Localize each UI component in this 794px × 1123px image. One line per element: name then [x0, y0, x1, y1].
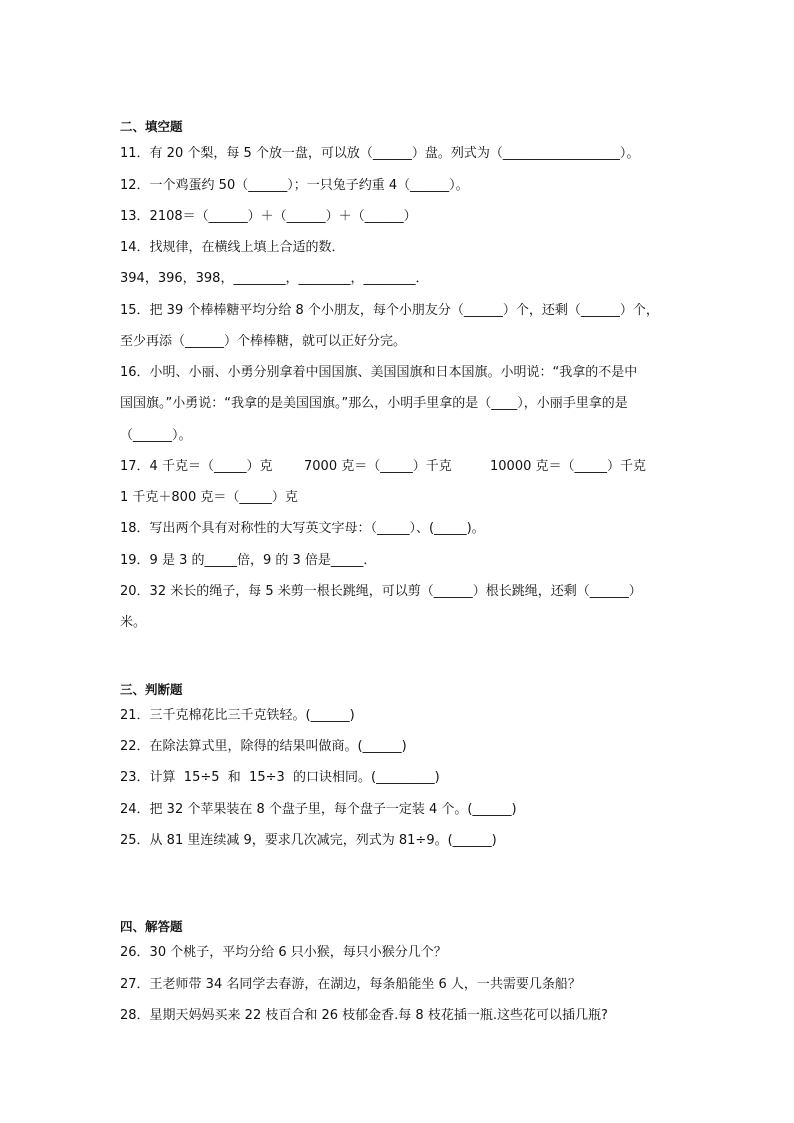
question-14: 14．找规律，在横线上填上合适的数．	[120, 240, 345, 255]
question-21: 21．三千克棉花比三千克铁轻。(______)	[120, 708, 355, 723]
question-26: 26．30 个桃子，平均分给 6 只小猴，每只小猴分几个？	[120, 945, 447, 960]
question-16-continued: 国国旗。”小勇说：“我拿的是美国国旗。”那么，小明手里拿的是（____），小丽手里拿的是	[120, 396, 628, 411]
section-heading-true-false: 三、判断题	[120, 682, 183, 697]
question-19: 19．9 是 3 的_____倍，9 的 3 倍是_____．	[120, 553, 377, 568]
section-heading-word-problems: 四、解答题	[120, 919, 183, 934]
question-15-continued: 至少再添（______）个棒棒糖，就可以正好分完。	[120, 334, 407, 349]
question-27: 27．王老师带 34 名同学去春游，在湖边，每条船能坐 6 人，一共需要几条船？	[120, 977, 581, 992]
question-16-end: （______）。	[120, 428, 192, 443]
question-28: 28．星期天妈妈买来 22 枝百合和 26 枝郁金香.每 8 枝花插一瓶.这些花可以插几瓶?	[120, 1008, 608, 1023]
question-17-part-d: 1 千克＋800 克＝（_____）克	[120, 490, 298, 505]
question-16: 16．小明、小丽、小勇分别拿着中国国旗、美国国旗和日本国旗。小明说：“我拿的不是中	[120, 365, 638, 380]
question-11: 11．有 20 个梨，每 5 个放一盘，可以放（______）盘。列式为（__________________）。	[120, 146, 640, 161]
question-20: 20．32 米长的绳子，每 5 米剪一根长跳绳，可以剪（______）根长跳绳，还剩（______）	[120, 584, 642, 599]
question-12: 12．一个鸡蛋约 50（______）；一只兔子约重 4（______）。	[120, 178, 469, 193]
question-25: 25．从 81 里连续减 9，要求几次减完，列式为 81÷9。(______)	[120, 833, 497, 848]
question-18: 18．写出两个具有对称性的大写英文字母：（_____）、(_____)。	[120, 521, 485, 536]
question-20-continued: 米。	[120, 615, 147, 630]
question-22: 22．在除法算式里，除得的结果叫做商。(______)	[120, 739, 407, 754]
question-23: 23．计算 15÷5 和 15÷3 的口诀相同。(_________)	[120, 770, 440, 785]
question-14-sequence: 394，396，398，________，________，________．	[120, 271, 429, 286]
question-17-part-c: 10000 克＝（_____）千克	[490, 459, 646, 474]
question-17-part-b: 7000 克＝（_____）千克	[304, 459, 452, 474]
section-heading-fill-in: 二、填空题	[120, 119, 183, 134]
question-24: 24．把 32 个苹果装在 8 个盘子里，每个盘子一定装 4 个。(______)	[120, 802, 517, 817]
question-13: 13．2108＝（______）＋（______）＋（______）	[120, 209, 417, 224]
question-15: 15．把 39 个棒棒糖平均分给 8 个小朋友，每个小朋友分（______）个，还剩（______）个，	[120, 303, 659, 318]
question-17-part-a: 17．4 千克＝（_____）克	[120, 459, 273, 474]
